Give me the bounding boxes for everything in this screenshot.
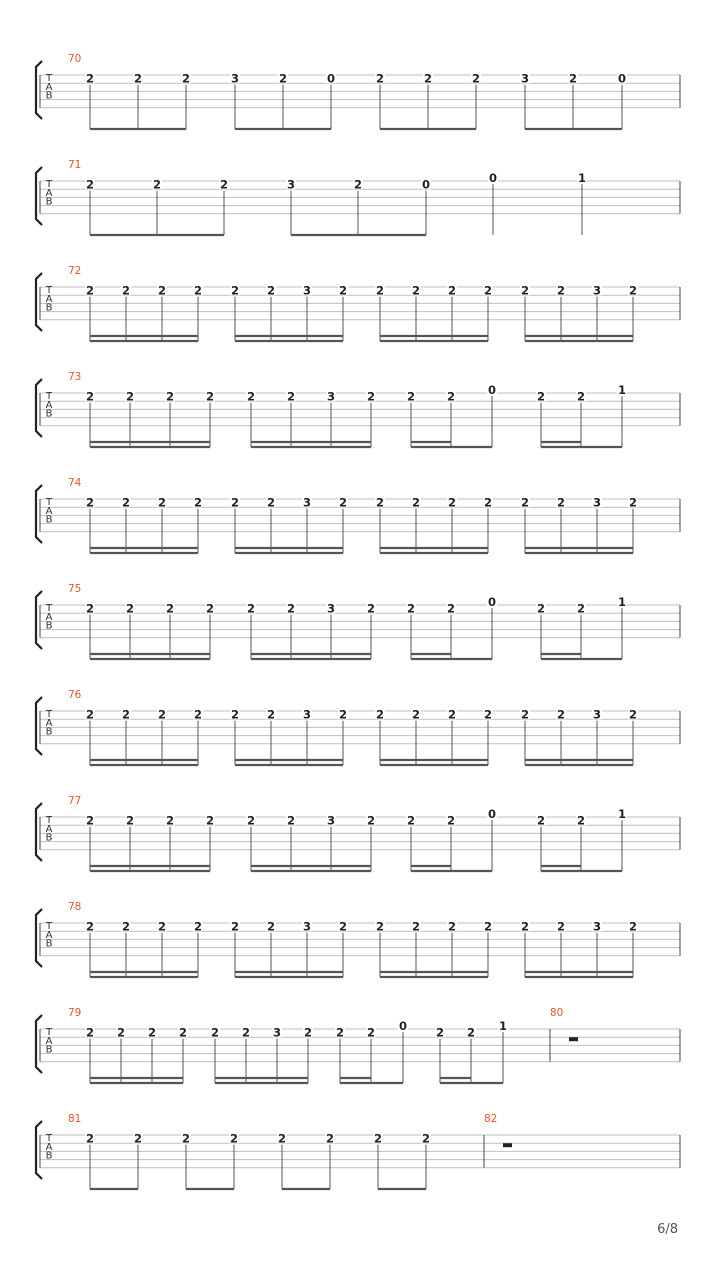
tab-clef-letter: B bbox=[45, 938, 53, 950]
fret-number: 2 bbox=[628, 495, 638, 510]
tab-clef-letter: B bbox=[45, 832, 53, 844]
system-bracket bbox=[36, 485, 42, 543]
fret-number: 3 bbox=[520, 71, 530, 86]
fret-number: 2 bbox=[483, 919, 493, 934]
tab-clef-letter: B bbox=[45, 1150, 53, 1162]
system-bracket bbox=[36, 591, 42, 649]
fret-number: 2 bbox=[121, 495, 131, 510]
system-bracket bbox=[36, 909, 42, 967]
fret-number: 2 bbox=[165, 813, 175, 828]
fret-number: 3 bbox=[302, 919, 312, 934]
fret-number: 3 bbox=[326, 601, 336, 616]
fret-number: 3 bbox=[326, 389, 336, 404]
fret-number: 2 bbox=[133, 1131, 143, 1146]
fret-number: 2 bbox=[556, 707, 566, 722]
page-number: 6/8 bbox=[657, 1222, 678, 1237]
tab-clef-letter: A bbox=[45, 1035, 53, 1047]
system-bracket bbox=[36, 803, 42, 861]
fret-number: 2 bbox=[483, 283, 493, 298]
fret-number: 2 bbox=[447, 707, 457, 722]
tab-clef-letter: B bbox=[45, 302, 53, 314]
fret-number: 2 bbox=[375, 495, 385, 510]
fret-number: 2 bbox=[446, 813, 456, 828]
fret-number: 2 bbox=[157, 707, 167, 722]
tab-clef-letter: A bbox=[45, 293, 53, 305]
fret-number: 2 bbox=[85, 71, 95, 86]
fret-number: 2 bbox=[230, 707, 240, 722]
fret-number: 2 bbox=[152, 177, 162, 192]
tab-clef-letter: B bbox=[45, 408, 53, 420]
fret-number: 2 bbox=[447, 283, 457, 298]
tab-clef-letter: B bbox=[45, 196, 53, 208]
fret-number: 2 bbox=[157, 919, 167, 934]
measure-number: 79 bbox=[68, 1007, 82, 1019]
fret-number: 2 bbox=[366, 389, 376, 404]
fret-number: 2 bbox=[219, 177, 229, 192]
fret-number: 2 bbox=[230, 495, 240, 510]
tab-clef-letter: T bbox=[45, 921, 53, 932]
fret-number: 0 bbox=[487, 595, 497, 609]
fret-number: 2 bbox=[366, 601, 376, 616]
fret-number: 2 bbox=[165, 601, 175, 616]
fret-number: 2 bbox=[520, 919, 530, 934]
fret-number: 2 bbox=[193, 707, 203, 722]
fret-number: 2 bbox=[483, 495, 493, 510]
fret-number: 1 bbox=[577, 171, 587, 185]
fret-number: 2 bbox=[338, 283, 348, 298]
fret-number: 3 bbox=[592, 283, 602, 298]
system-bracket bbox=[36, 1015, 42, 1073]
fret-number: 2 bbox=[628, 919, 638, 934]
fret-number: 2 bbox=[85, 283, 95, 298]
fret-number: 2 bbox=[246, 601, 256, 616]
fret-number: 2 bbox=[483, 707, 493, 722]
fret-number: 2 bbox=[133, 71, 143, 86]
system-bracket bbox=[36, 1121, 42, 1179]
fret-number: 2 bbox=[85, 1025, 95, 1040]
fret-number: 2 bbox=[85, 177, 95, 192]
fret-number: 2 bbox=[536, 813, 546, 828]
tab-clef-letter: B bbox=[45, 90, 53, 102]
fret-number: 2 bbox=[536, 601, 546, 616]
fret-number: 2 bbox=[286, 389, 296, 404]
fret-number: 2 bbox=[85, 919, 95, 934]
measure-number: 78 bbox=[68, 901, 82, 913]
tab-clef-letter: T bbox=[45, 1133, 53, 1144]
tab-system bbox=[36, 795, 680, 871]
fret-number: 0 bbox=[487, 807, 497, 821]
fret-number: 1 bbox=[617, 595, 627, 609]
fret-number: 2 bbox=[277, 1131, 287, 1146]
fret-number: 2 bbox=[406, 389, 416, 404]
fret-number: 2 bbox=[411, 283, 421, 298]
tab-clef-letter: A bbox=[45, 929, 53, 941]
fret-number: 3 bbox=[286, 177, 296, 192]
fret-number: 2 bbox=[466, 1025, 476, 1040]
fret-number: 2 bbox=[85, 389, 95, 404]
fret-number: 2 bbox=[181, 71, 191, 86]
measure-number: 81 bbox=[68, 1113, 82, 1125]
tab-system bbox=[36, 583, 680, 659]
tab-system bbox=[36, 477, 680, 553]
fret-number: 2 bbox=[266, 495, 276, 510]
fret-number: 2 bbox=[335, 1025, 345, 1040]
fret-number: 2 bbox=[366, 1025, 376, 1040]
fret-number: 2 bbox=[286, 601, 296, 616]
fret-number: 2 bbox=[435, 1025, 445, 1040]
fret-number: 2 bbox=[447, 919, 457, 934]
fret-number: 2 bbox=[556, 919, 566, 934]
fret-number: 2 bbox=[338, 707, 348, 722]
fret-number: 2 bbox=[446, 601, 456, 616]
measure-number: 75 bbox=[68, 583, 82, 595]
tab-system bbox=[36, 1113, 680, 1189]
fret-number: 2 bbox=[230, 283, 240, 298]
fret-number: 2 bbox=[338, 919, 348, 934]
fret-number: 2 bbox=[230, 919, 240, 934]
fret-number: 2 bbox=[628, 707, 638, 722]
tab-clef-letter: A bbox=[45, 187, 53, 199]
fret-number: 2 bbox=[165, 389, 175, 404]
system-bracket bbox=[36, 697, 42, 755]
fret-number: 2 bbox=[278, 71, 288, 86]
fret-number: 2 bbox=[325, 1131, 335, 1146]
tab-clef-letter: T bbox=[45, 497, 53, 508]
fret-number: 2 bbox=[375, 919, 385, 934]
fret-number: 0 bbox=[487, 383, 497, 397]
fret-number: 2 bbox=[411, 495, 421, 510]
tab-clef-letter: B bbox=[45, 1044, 53, 1056]
fret-number: 2 bbox=[85, 707, 95, 722]
fret-number: 0 bbox=[398, 1019, 408, 1033]
fret-number: 2 bbox=[246, 389, 256, 404]
fret-number: 0 bbox=[326, 71, 336, 86]
fret-number: 2 bbox=[266, 283, 276, 298]
measure-number: 76 bbox=[68, 689, 82, 701]
fret-number: 0 bbox=[488, 171, 498, 185]
tab-clef-letter: A bbox=[45, 81, 53, 93]
whole-rest-symbol bbox=[569, 1037, 578, 1041]
fret-number: 2 bbox=[85, 1131, 95, 1146]
fret-number: 2 bbox=[121, 283, 131, 298]
measure-number: 72 bbox=[68, 265, 82, 277]
fret-number: 3 bbox=[230, 71, 240, 86]
fret-number: 2 bbox=[205, 813, 215, 828]
fret-number: 2 bbox=[421, 1131, 431, 1146]
tab-clef-letter: T bbox=[45, 73, 53, 84]
tab-clef-letter: B bbox=[45, 726, 53, 738]
fret-number: 2 bbox=[576, 813, 586, 828]
fret-number: 2 bbox=[266, 707, 276, 722]
fret-number: 2 bbox=[229, 1131, 239, 1146]
fret-number: 2 bbox=[85, 601, 95, 616]
fret-number: 2 bbox=[568, 71, 578, 86]
system-bracket bbox=[36, 167, 42, 225]
fret-number: 2 bbox=[121, 707, 131, 722]
tab-clef-letter: T bbox=[45, 391, 53, 402]
fret-number: 2 bbox=[406, 601, 416, 616]
measure-number: 82 bbox=[484, 1113, 498, 1125]
whole-rest-symbol bbox=[503, 1143, 512, 1147]
fret-number: 2 bbox=[85, 813, 95, 828]
fret-number: 2 bbox=[556, 495, 566, 510]
tab-clef-letter: T bbox=[45, 179, 53, 190]
fret-number: 2 bbox=[556, 283, 566, 298]
tab-system bbox=[36, 159, 680, 235]
fret-number: 2 bbox=[520, 495, 530, 510]
fret-number: 1 bbox=[498, 1019, 508, 1033]
fret-number: 2 bbox=[286, 813, 296, 828]
system-bracket bbox=[36, 61, 42, 119]
tab-clef-letter: A bbox=[45, 717, 53, 729]
fret-number: 2 bbox=[241, 1025, 251, 1040]
fret-number: 2 bbox=[246, 813, 256, 828]
fret-number: 2 bbox=[193, 283, 203, 298]
fret-number: 2 bbox=[157, 495, 167, 510]
fret-number: 1 bbox=[617, 807, 627, 821]
fret-number: 2 bbox=[181, 1131, 191, 1146]
fret-number: 2 bbox=[157, 283, 167, 298]
fret-number: 3 bbox=[592, 495, 602, 510]
fret-number: 2 bbox=[423, 71, 433, 86]
tab-clef-letter: B bbox=[45, 620, 53, 632]
fret-number: 2 bbox=[576, 601, 586, 616]
fret-number: 2 bbox=[375, 71, 385, 86]
fret-number: 2 bbox=[366, 813, 376, 828]
fret-number: 2 bbox=[193, 495, 203, 510]
fret-number: 2 bbox=[406, 813, 416, 828]
fret-number: 2 bbox=[373, 1131, 383, 1146]
fret-number: 2 bbox=[210, 1025, 220, 1040]
fret-number: 0 bbox=[421, 177, 431, 192]
tab-clef-letter: A bbox=[45, 505, 53, 517]
tab-clef-letter: B bbox=[45, 514, 53, 526]
fret-number: 3 bbox=[592, 919, 602, 934]
fret-number: 2 bbox=[576, 389, 586, 404]
fret-number: 2 bbox=[411, 707, 421, 722]
fret-number: 1 bbox=[617, 383, 627, 397]
fret-number: 2 bbox=[446, 389, 456, 404]
fret-number: 2 bbox=[125, 813, 135, 828]
measure-number: 71 bbox=[68, 159, 82, 171]
tab-clef-letter: T bbox=[45, 1027, 53, 1038]
fret-number: 2 bbox=[116, 1025, 126, 1040]
tab-clef-letter: A bbox=[45, 823, 53, 835]
fret-number: 2 bbox=[536, 389, 546, 404]
measure-number: 73 bbox=[68, 371, 82, 383]
fret-number: 2 bbox=[125, 601, 135, 616]
tab-system bbox=[36, 265, 680, 341]
fret-number: 2 bbox=[411, 919, 421, 934]
fret-number: 2 bbox=[125, 389, 135, 404]
fret-number: 2 bbox=[303, 1025, 313, 1040]
measure-number: 80 bbox=[550, 1007, 564, 1019]
tab-clef-letter: A bbox=[45, 1141, 53, 1153]
tab-system bbox=[36, 53, 680, 129]
measure-number: 70 bbox=[68, 53, 82, 65]
tab-clef-letter: T bbox=[45, 815, 53, 826]
measure-number: 74 bbox=[68, 477, 82, 489]
tab-clef-letter: A bbox=[45, 611, 53, 623]
fret-number: 2 bbox=[121, 919, 131, 934]
system-bracket bbox=[36, 273, 42, 331]
tab-system bbox=[36, 901, 680, 977]
fret-number: 2 bbox=[205, 601, 215, 616]
fret-number: 3 bbox=[302, 283, 312, 298]
fret-number: 2 bbox=[85, 495, 95, 510]
fret-number: 3 bbox=[302, 495, 312, 510]
measure-number: 77 bbox=[68, 795, 82, 807]
fret-number: 2 bbox=[447, 495, 457, 510]
tab-system bbox=[36, 1007, 680, 1083]
fret-number: 2 bbox=[338, 495, 348, 510]
tab-system bbox=[36, 371, 680, 447]
tab-clef-letter: T bbox=[45, 603, 53, 614]
fret-number: 2 bbox=[147, 1025, 157, 1040]
system-bracket bbox=[36, 379, 42, 437]
tab-clef-letter: A bbox=[45, 399, 53, 411]
tab-clef-letter: T bbox=[45, 709, 53, 720]
fret-number: 2 bbox=[520, 707, 530, 722]
fret-number: 2 bbox=[353, 177, 363, 192]
fret-number: 2 bbox=[178, 1025, 188, 1040]
fret-number: 2 bbox=[205, 389, 215, 404]
fret-number: 2 bbox=[520, 283, 530, 298]
fret-number: 2 bbox=[628, 283, 638, 298]
fret-number: 3 bbox=[592, 707, 602, 722]
fret-number: 3 bbox=[302, 707, 312, 722]
tab-clef-letter: T bbox=[45, 285, 53, 296]
fret-number: 2 bbox=[266, 919, 276, 934]
fret-number: 3 bbox=[326, 813, 336, 828]
fret-number: 2 bbox=[375, 283, 385, 298]
fret-number: 0 bbox=[617, 71, 627, 86]
fret-number: 2 bbox=[375, 707, 385, 722]
fret-number: 2 bbox=[471, 71, 481, 86]
fret-number: 3 bbox=[272, 1025, 282, 1040]
tab-system bbox=[36, 689, 680, 765]
fret-number: 2 bbox=[193, 919, 203, 934]
